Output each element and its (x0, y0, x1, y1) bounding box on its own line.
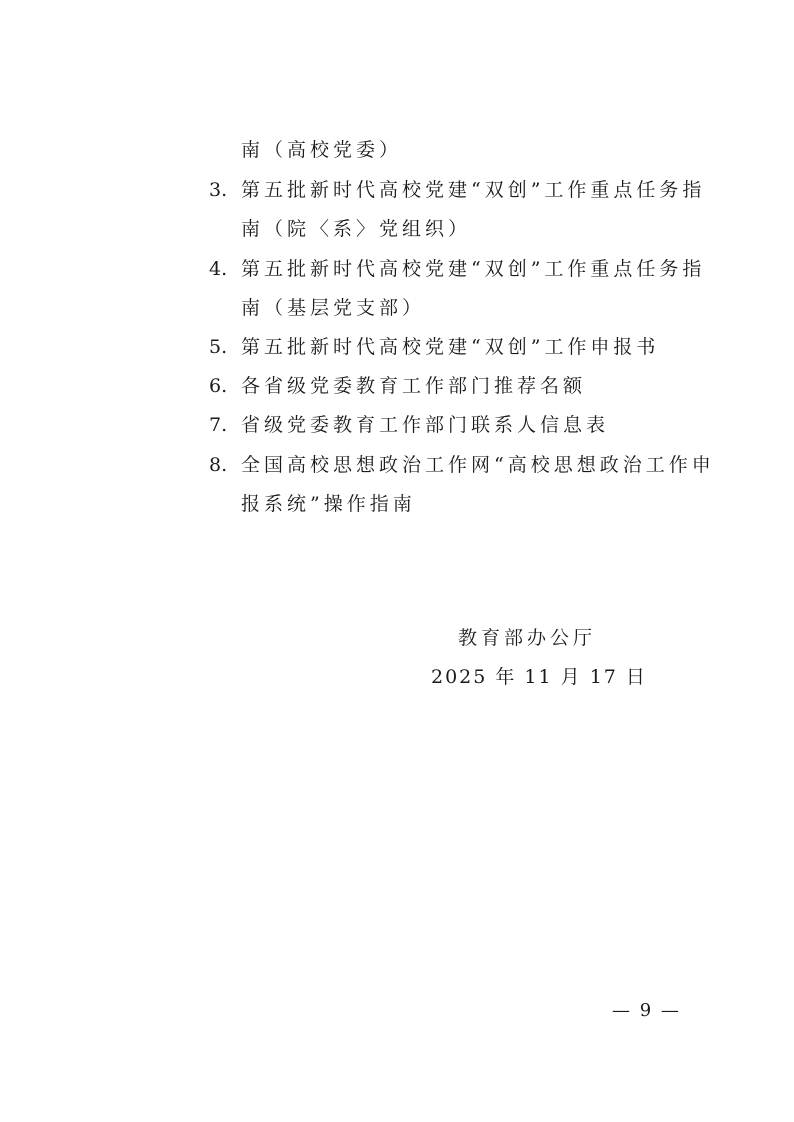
page-number: — 9 — (612, 1000, 681, 1021)
attachment-item-5 (209, 335, 659, 359)
attachment-title-line: 省级党委教育工作部门联系人信息表 (241, 414, 610, 436)
attachment-number: 8. (209, 454, 228, 476)
attachment-number: 6. (209, 375, 228, 397)
attachment-title-line: 第五批新时代高校党建“双创”工作重点任务指 (241, 179, 706, 201)
attachment-title-line: 第五批新时代高校党建“双创”工作申报书 (241, 336, 660, 358)
attachment-item-3 (209, 178, 705, 202)
attachment-number: 3. (209, 179, 228, 201)
attachment-title-line: 报系统”操作指南 (241, 493, 416, 515)
attachment-number: 7. (209, 414, 228, 436)
issuer-name: 教育部办公厅 (458, 627, 597, 649)
attachment-2-continued-line: 南（高校党委） (241, 139, 403, 161)
attachment-number: 4. (209, 258, 228, 280)
attachment-title-line: 南（基层党支部） (241, 297, 426, 319)
attachment-item-6 (209, 374, 586, 398)
attachment-title-line: 第五批新时代高校党建“双创”工作重点任务指 (241, 258, 706, 280)
attachment-item-4 (209, 257, 705, 281)
issue-date: 2025 年 11 月 17 日 (431, 666, 647, 688)
attachment-title-line: 各省级党委教育工作部门推荐名额 (241, 375, 587, 397)
attachment-number: 5. (209, 336, 228, 358)
attachment-item-8 (209, 453, 715, 477)
attachment-title-line: 南（院〈系〉党组织） (241, 218, 472, 240)
attachment-item-7 (209, 413, 609, 437)
attachment-title-line: 全国高校思想政治工作网“高校思想政治工作申 (241, 454, 715, 476)
